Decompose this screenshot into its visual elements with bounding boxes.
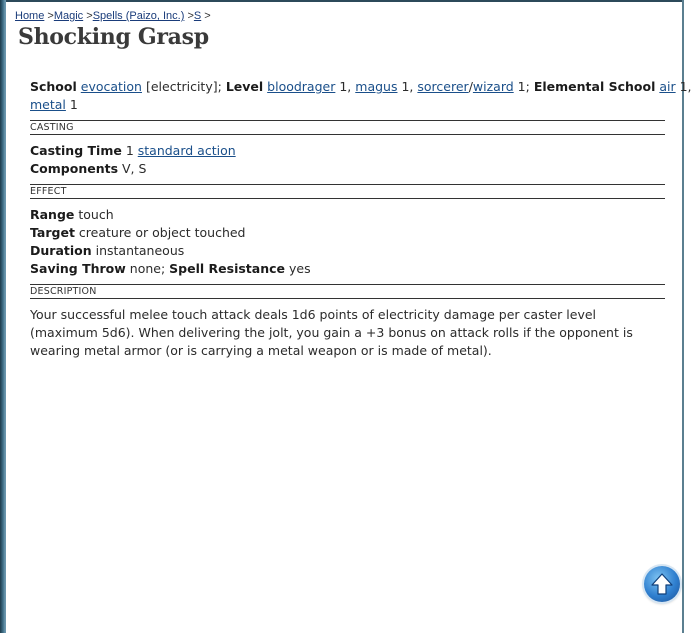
saving-throw-label: Saving Throw: [30, 261, 126, 276]
spell-resistance-value: yes: [288, 261, 311, 276]
breadcrumb-separator: >: [47, 10, 54, 22]
breadcrumb-s-link[interactable]: S: [193, 10, 202, 22]
casting-block: [30, 142, 665, 178]
class-link-magus[interactable]: magus: [355, 79, 398, 94]
spell-statblock: [30, 78, 692, 360]
description-text: Your successful melee touch attack deals 1d6 points of electricity damage per caster level (maximum 5d6). When delivering the jolt, you gain a +3 bonus on attack rolls if the opponent is wearing metal armor (or is carrying a metal weapon or is made of metal).: [30, 307, 633, 358]
breadcrumb-magic-link[interactable]: Magic: [53, 10, 84, 22]
target-label: Target: [30, 225, 75, 240]
casting-section-heading: CASTING: [30, 120, 665, 135]
page-title: Shocking Grasp: [18, 24, 209, 50]
arrow-up-circle-icon: [649, 571, 675, 597]
level-label: Level: [225, 79, 264, 94]
breadcrumb-spells-link[interactable]: Spells (Paizo, Inc.): [92, 10, 185, 22]
window-right-edge: [682, 0, 684, 633]
casting-time-value: 1: [125, 143, 134, 158]
elemental-level: 1: [69, 97, 78, 112]
elemental-link-air[interactable]: air: [659, 79, 676, 94]
elemental-level: 1,: [679, 79, 692, 94]
class-link-sorcerer[interactable]: sorcerer: [417, 79, 469, 94]
duration-value: instantaneous: [95, 243, 185, 258]
class-level: 1;: [517, 79, 530, 94]
school-descriptor: [electricity];: [145, 79, 222, 94]
target-value: creature or object touched: [78, 225, 246, 240]
school-link[interactable]: evocation: [80, 79, 142, 94]
breadcrumb: [15, 10, 211, 22]
elemental-link-metal[interactable]: metal: [30, 97, 66, 112]
page: [6, 2, 692, 633]
scroll-to-top-button[interactable]: [644, 566, 680, 602]
effect-section-heading: EFFECT: [30, 184, 665, 199]
school-level-block: [30, 78, 692, 114]
casting-time-label: Casting Time: [30, 143, 122, 158]
class-separator: /: [468, 79, 473, 94]
saving-throw-value: none;: [129, 261, 166, 276]
duration-label: Duration: [30, 243, 92, 258]
components-label: Components: [30, 161, 119, 176]
spell-resistance-label: Spell Resistance: [169, 261, 285, 276]
description-section-heading: DESCRIPTION: [30, 284, 665, 299]
breadcrumb-separator: >: [204, 10, 211, 22]
class-link-wizard[interactable]: wizard: [472, 79, 514, 94]
school-label: School: [30, 79, 77, 94]
class-level: 1,: [401, 79, 414, 94]
breadcrumb-separator: >: [187, 10, 194, 22]
range-value: touch: [78, 207, 114, 222]
breadcrumb-home-link[interactable]: Home: [15, 10, 45, 22]
components-value: V, S: [122, 161, 147, 176]
breadcrumb-separator: >: [86, 10, 93, 22]
effect-block: [30, 206, 665, 278]
elemental-school-label: Elemental School: [533, 79, 656, 94]
range-label: Range: [30, 207, 75, 222]
class-link-bloodrager[interactable]: bloodrager: [267, 79, 336, 94]
standard-action-link[interactable]: standard action: [137, 143, 236, 158]
class-level: 1,: [339, 79, 352, 94]
